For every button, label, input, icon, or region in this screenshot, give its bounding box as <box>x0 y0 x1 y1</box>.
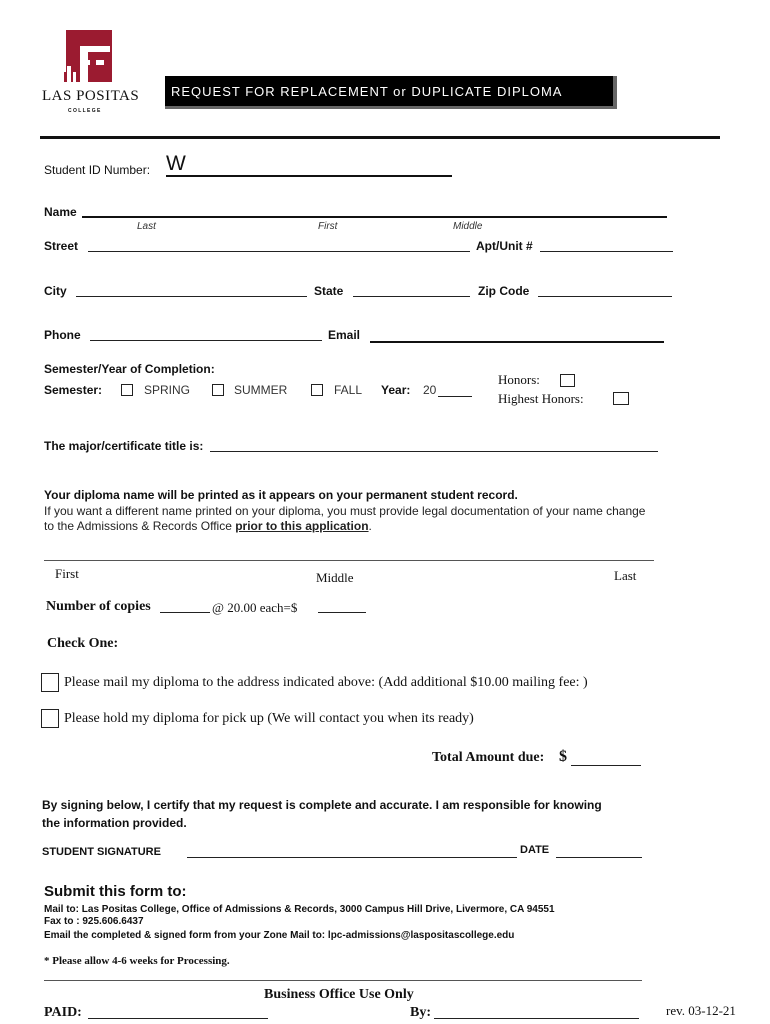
date-label: DATE <box>520 844 550 856</box>
name-middle-caption: Middle <box>453 221 483 232</box>
year-label: Year: <box>381 383 411 397</box>
zip-field[interactable] <box>538 296 672 297</box>
email-field[interactable] <box>370 341 664 343</box>
major-label: The major/certificate title is: <box>44 439 204 453</box>
major-field[interactable] <box>210 451 658 452</box>
signature-label: STUDENT SIGNATURE <box>42 846 161 858</box>
by-field[interactable] <box>434 1018 639 1019</box>
title-bar <box>165 76 617 109</box>
header-divider <box>40 136 720 139</box>
summer-checkbox[interactable] <box>212 384 224 396</box>
mail-checkbox[interactable] <box>41 673 59 692</box>
name-field[interactable] <box>82 216 667 218</box>
apt-label: Apt/Unit # <box>476 239 533 253</box>
name-last-caption: Last <box>137 221 156 232</box>
page-title: REQUEST FOR REPLACEMENT or DUPLICATE DIPLOMA <box>171 84 563 99</box>
year-prefix: 20 <box>423 383 437 397</box>
phone-label: Phone <box>44 328 81 342</box>
submit-mail: Mail to: Las Positas College, Office of Admissions & Records, 3000 Campus Hill Drive, Livermore, CA 94551 <box>44 904 555 915</box>
copies-label: Number of copies <box>46 599 151 614</box>
logo-name: LAS POSITAS <box>42 88 140 104</box>
city-field[interactable] <box>76 296 307 297</box>
copies-price: @ 20.00 each=$ <box>212 600 298 615</box>
copies-field[interactable] <box>160 612 210 613</box>
diploma-middle-caption: Middle <box>316 570 354 585</box>
fall-label: FALL <box>334 383 363 397</box>
certify-line2: the information provided. <box>42 816 187 830</box>
diploma-first-caption: First <box>55 566 79 581</box>
notice-line1: If you want a different name printed on your diploma, you must provide legal documentation of your name change <box>44 504 646 518</box>
submit-fax: Fax to : 925.606.6437 <box>44 916 144 927</box>
college-logo <box>40 28 140 120</box>
date-field[interactable] <box>556 857 642 858</box>
copies-total-field[interactable] <box>318 612 366 613</box>
apt-field[interactable] <box>540 251 673 252</box>
year-field[interactable] <box>438 396 472 397</box>
hold-checkbox[interactable] <box>41 709 59 728</box>
student-id-prefix: W <box>166 152 186 175</box>
paid-field[interactable] <box>88 1018 268 1019</box>
name-label: Name <box>44 205 77 219</box>
by-label: By: <box>410 1005 431 1020</box>
total-label: Total Amount due: <box>432 750 545 765</box>
fall-checkbox[interactable] <box>311 384 323 396</box>
street-field[interactable] <box>88 251 470 252</box>
notice-line2-c: . <box>368 519 372 533</box>
submit-heading: Submit this form to: <box>44 883 187 900</box>
student-id-label: Student ID Number: <box>44 163 151 177</box>
highest-honors-checkbox[interactable] <box>613 392 629 405</box>
honors-checkbox[interactable] <box>560 374 575 387</box>
student-id-field[interactable] <box>166 175 452 177</box>
name-first-caption: First <box>318 221 338 232</box>
logo-subtitle: C O L L E G E <box>68 108 101 114</box>
revision-label: rev. 03-12-21 <box>666 1003 736 1018</box>
submit-email: Email the completed & signed form from your Zone Mail to: lpc-admissions@laspositascollege.edu <box>44 930 515 941</box>
office-heading: Business Office Use Only <box>264 987 414 1002</box>
certify-line1: By signing below, I certify that my request is complete and accurate. I am responsible for knowing <box>42 798 602 812</box>
notice-line2 <box>44 519 372 533</box>
street-label: Street <box>44 239 79 253</box>
notice-line2-b: prior to this application <box>235 519 369 533</box>
diploma-name-field[interactable] <box>44 560 654 561</box>
notice-line2-a: to the Admissions & Records Office <box>44 519 236 533</box>
spring-label: SPRING <box>144 383 191 397</box>
mail-option-label: Please mail my diploma to the address indicated above: (Add additional $10.00 mailing fee: ) <box>64 675 588 690</box>
phone-field[interactable] <box>90 340 322 341</box>
signature-field[interactable] <box>187 857 517 858</box>
state-field[interactable] <box>353 296 470 297</box>
highest-honors-label: Highest Honors: <box>498 391 584 406</box>
check-one-label: Check One: <box>47 636 119 651</box>
hold-option-label: Please hold my diploma for pick up (We will contact you when its ready) <box>64 711 474 726</box>
notice-bold: Your diploma name will be printed as it appears on your permanent student record. <box>44 488 518 502</box>
zip-label: Zip Code <box>478 284 530 298</box>
total-field[interactable] <box>571 765 641 766</box>
summer-label: SUMMER <box>234 383 288 397</box>
total-symbol: $ <box>559 748 567 765</box>
processing-note: * Please allow 4-6 weeks for Processing. <box>44 955 230 967</box>
email-label: Email <box>328 328 361 342</box>
logo-mark-icon <box>40 28 140 120</box>
office-divider <box>44 980 642 981</box>
semester-label: Semester: <box>44 383 103 397</box>
spring-checkbox[interactable] <box>121 384 133 396</box>
paid-label: PAID: <box>44 1005 82 1020</box>
diploma-last-caption: Last <box>614 568 637 583</box>
honors-label: Honors: <box>498 372 540 387</box>
semester-heading: Semester/Year of Completion: <box>44 362 215 376</box>
state-label: State <box>314 284 344 298</box>
city-label: City <box>44 284 67 298</box>
